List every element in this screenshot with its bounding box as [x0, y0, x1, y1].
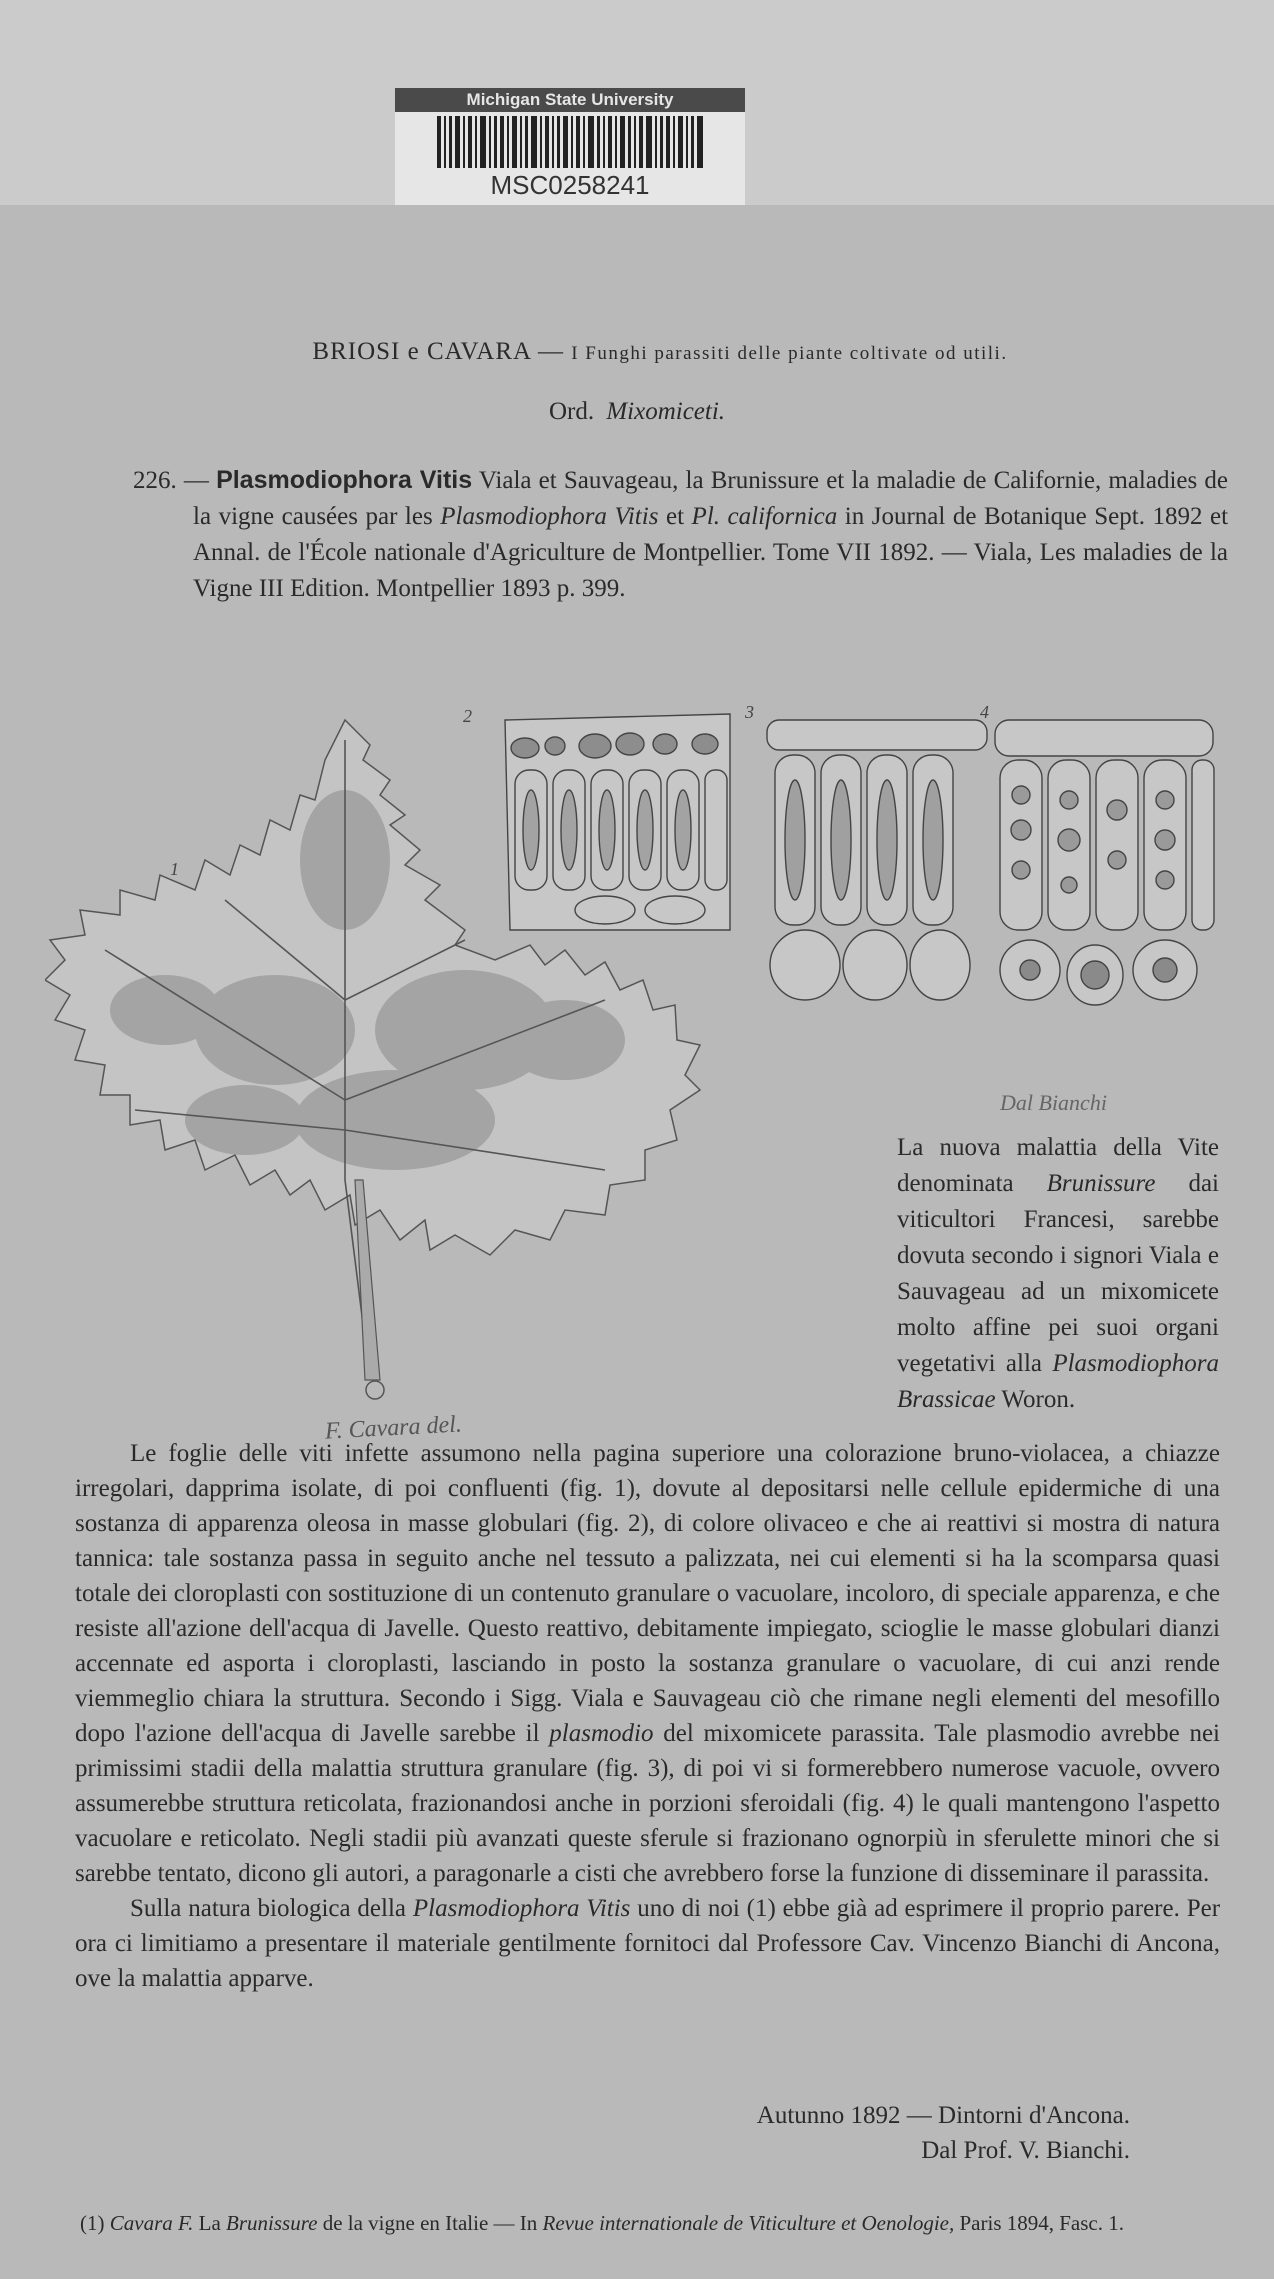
footnote-journal: Revue internationale de Viticulture et Oenologie,	[542, 2211, 955, 2235]
locality-line-1: Autunno 1892 — Dintorni d'Ancona.	[756, 2102, 1130, 2129]
locality-line-2: Dal Prof. V. Bianchi.	[921, 2137, 1130, 2164]
figure-3-cells	[767, 720, 987, 1000]
body-para-2-a: Sulla natura biologica della	[130, 1895, 407, 1922]
figure-4-cells	[995, 720, 1214, 1005]
body-para-1-b: del mixomicete parassita. Tale plasmodio avrebbe nei primissimi stadii della malattia struttura granulare (fig. 3), di poi vi si formerebbero numerose vacuole, ovvero assumerebbe struttura reticolata, frazionandosi anche in porzioni sferoidali (fig. 4) le quali mantengono l'aspetto vacuolare e reticolato. Negli stadii più avanzati queste sferule si frazionano ognorpiù in sferulette minori che si sarebbe tentato, dicono gli autori, a paragonarle a cisti che avrebbero forse la funzione di disseminare il parassita.	[75, 1720, 1220, 1887]
side-description	[897, 1130, 1219, 1418]
side-text-part-2: dai viticultori Francesi, sarebbe dovuta secondo i signori Viala e Sauvageau ad un mixomicete molto affine pei suoi organi vegetativi alla	[897, 1170, 1219, 1377]
side-text-italic-2: Plasmodiophora Brassicae	[897, 1350, 1219, 1413]
body-para-2-italic: Plasmodiophora Vitis	[412, 1895, 631, 1922]
footnote-text-2: de la vigne en Italie — In	[322, 2211, 538, 2235]
footnote	[80, 2208, 1220, 2238]
body-para-1-a: Le foglie delle viti infette assumono nella pagina superiore una colorazione bruno-violacea, a chiazze irregolari, dapprima isolate, di poi confluenti (fig. 1), dovute al depositarsi nelle cellule epidermiche di una sostanza di apparenza oleosa in masse globulari (fig. 2), di colore olivaceo e che ai reattivi si mostra di natura tannica: tale sostanza passa in seguito anche nel tessuto a palizzata, nei cui elementi si ha la scomparsa quasi totale dei cloroplasti con sostituzione di un contenuto granulare o vacuolare, incoloro, di speciale apparenza, e che resiste all'azione dell'acqua di Javelle. Questo reattivo, debitamente impiegato, scioglie le masse globulari dianzi accennate ed asporta i cloroplasti, lasciando in posto la sostanza granulare o vacuolare, di cui anzi rende viemmeglio chiara la struttura. Secondo i Sigg. Viala e Sauvageau ciò che rimane negli elementi del mesofillo dopo l'azione dell'acqua di Javelle sarebbe il	[75, 1440, 1220, 1747]
header-series-title: I Funghi parassiti delle piante coltivate od utili.	[571, 343, 1008, 364]
body-para-2-b: uno di noi (1) ebbe già ad esprimere il proprio parere. Per ora ci limitiamo a presentare il materiale gentilmente fornitoci dal Professore Cav. Vincenzo Bianchi di Ancona, ove la malattia apparve.	[75, 1895, 1221, 1992]
figure-label-1: 1	[170, 859, 179, 879]
figure-label-3: 3	[745, 702, 754, 722]
footnote-marker: (1)	[80, 2211, 105, 2235]
body-paragraph-1	[75, 1436, 1220, 1891]
order-prefix: Ord.	[548, 398, 595, 425]
order-name: Mixomiceti.	[606, 398, 726, 425]
header-separator: —	[537, 338, 564, 365]
body-paragraph-2	[75, 1891, 1220, 1996]
footnote-italic-1: Brunissure	[226, 2211, 318, 2235]
figure-credit-artist: F. Cavara del.	[324, 1411, 463, 1445]
figure-label-4: 4	[980, 702, 989, 722]
species-name: Plasmodiophora Vitis	[216, 466, 473, 494]
entry-dash: —	[183, 467, 209, 494]
page-header	[130, 338, 1190, 366]
footnote-text-1: La	[198, 2211, 221, 2235]
header-authors: BRIOSI e CAVARA	[312, 338, 531, 365]
figure-label-2: 2	[463, 706, 472, 726]
entry-number: 226.	[133, 467, 177, 494]
entry-citation-1: Viala et Sauvageau, la Brunissure et la maladie de Californie, maladies de la vigne causées par les	[193, 467, 1228, 530]
entry-citation-2: in Journal de Botanique Sept. 1892 et Annal. de l'École nationale d'Agriculture de Montpellier. Tome VII 1892. — Viala, Les maladies de la Vigne III Edition. Montpellier 1893 p. 399.	[193, 503, 1229, 602]
footnote-text-3: Paris 1894, Fasc. 1.	[959, 2211, 1124, 2235]
species-entry	[133, 462, 1229, 607]
figure-credit-source: Dal Bianchi	[1000, 1090, 1107, 1115]
locality-block	[650, 2098, 1130, 2168]
entry-joiner: et	[665, 503, 685, 530]
barcode-icon	[437, 116, 703, 168]
side-text-italic-1: Brunissure	[1046, 1170, 1156, 1197]
cited-taxon-2: Pl. californica	[691, 503, 838, 530]
body-para-1-italic: plasmodio	[549, 1720, 654, 1747]
order-line	[0, 398, 1274, 426]
figure-2-cells	[505, 714, 730, 930]
side-text-part-3: Woron.	[1001, 1386, 1076, 1413]
cited-taxon-1: Plasmodiophora Vitis	[440, 503, 659, 530]
footnote-author: Cavara F.	[109, 2211, 194, 2235]
catalog-number: MSC0258241	[490, 170, 650, 200]
side-text-part-1: La nuova malattia della Vite denominata	[897, 1134, 1219, 1197]
barcode-label	[395, 88, 745, 206]
description-body	[75, 1436, 1220, 1996]
institution-name: Michigan State University	[395, 88, 745, 112]
